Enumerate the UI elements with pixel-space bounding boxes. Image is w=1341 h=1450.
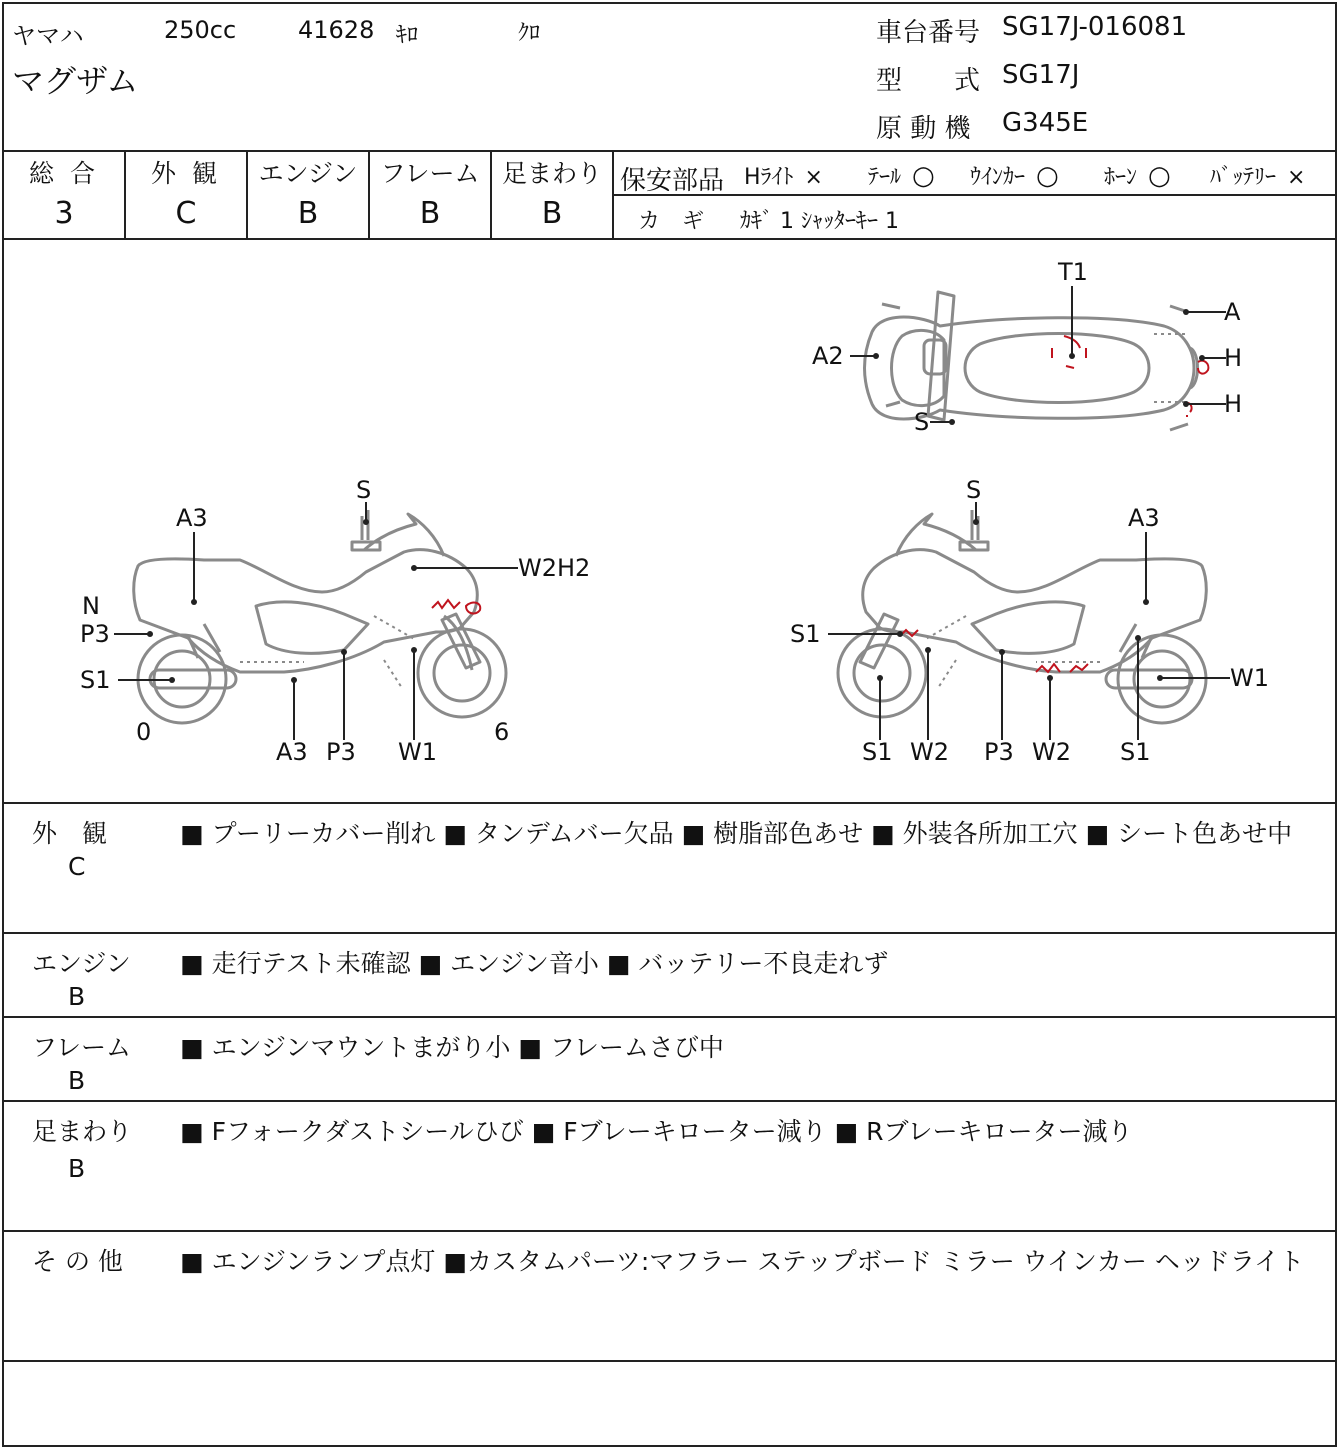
safety-item-name: Hﾗｲﾄ xyxy=(744,165,794,190)
diagram-label: W1 xyxy=(1230,664,1269,692)
inspection-sheet xyxy=(2,2,1337,1447)
diagram-label: S xyxy=(966,476,982,504)
safety-item-name: ｳｲﾝｶｰ xyxy=(970,165,1026,190)
grade-label: 足まわり xyxy=(501,159,602,188)
diagram-label: P3 xyxy=(326,738,356,766)
diagram-label: S1 xyxy=(862,738,893,766)
diagram-label: A3 xyxy=(276,738,308,766)
grade-engine xyxy=(248,154,368,231)
divider xyxy=(4,1360,1335,1362)
safety-item-name: ﾎｰﾝ xyxy=(1104,165,1138,190)
section-label: そ の 他 xyxy=(32,1247,123,1276)
section-label: 足まわり xyxy=(32,1117,133,1146)
engine-value: G345E xyxy=(1002,108,1089,138)
divider xyxy=(4,802,1335,804)
right-side-scooter-icon xyxy=(838,510,1206,723)
safety-label: 保安部品 xyxy=(620,166,725,196)
maker: ヤマハ xyxy=(12,22,84,50)
section-label: 外 観 xyxy=(32,819,108,848)
left-side-scooter-icon xyxy=(134,510,506,723)
diagram-label: N xyxy=(82,592,100,620)
section-text: ■ Fフォークダストシールひび ■ Fブレーキローター減り ■ Rブレーキローター減り xyxy=(180,1117,1133,1146)
type-value: SG17J xyxy=(1002,60,1080,90)
diagram-label: S1 xyxy=(790,620,821,648)
model-name: マグザム xyxy=(12,62,139,100)
section-label: エンジン xyxy=(32,949,131,978)
diagram-label: W1 xyxy=(398,738,437,766)
safety-item-tail xyxy=(868,160,935,191)
frame-no: SG17J-016081 xyxy=(1002,12,1188,42)
diagram-label: S1 xyxy=(80,666,111,694)
damage-mark xyxy=(432,600,460,608)
grade-value: B xyxy=(419,196,441,231)
divider xyxy=(4,932,1335,934)
diagram-label: 6 xyxy=(494,718,510,746)
grade-value: B xyxy=(297,196,319,231)
safety-item-horn xyxy=(1104,160,1171,191)
mileage: 41628 xyxy=(298,16,375,44)
grade-value: 3 xyxy=(54,196,74,231)
safety-item-mark: ○ xyxy=(1036,161,1059,191)
divider xyxy=(4,1230,1335,1232)
grade-value: B xyxy=(541,196,563,231)
diagram-label: H xyxy=(1224,390,1243,418)
section-grade: B xyxy=(68,1154,86,1183)
type-label: 型 式 xyxy=(876,66,981,96)
safety-item-winker xyxy=(970,160,1059,191)
diagram-label: A3 xyxy=(176,504,208,532)
section-text: ■ 走行テスト未確認 ■ エンジン音小 ■ バッテリー不良走れず xyxy=(180,949,889,978)
diagram-label: S1 xyxy=(1120,738,1151,766)
diagram-label: P3 xyxy=(984,738,1014,766)
grade-frame xyxy=(370,154,490,231)
safety-item-mark: × xyxy=(804,165,823,190)
frame-no-label: 車台番号 xyxy=(876,18,981,48)
diagram-label: T1 xyxy=(1058,258,1088,286)
section-grade: B xyxy=(68,982,86,1011)
diagram-label: 0 xyxy=(136,718,152,746)
diagram-label: W2 xyxy=(1032,738,1071,766)
displacement: 250cc xyxy=(164,16,237,44)
grade-overall xyxy=(4,154,124,231)
grade-label: エンジン xyxy=(258,159,358,188)
engine-label: 原 動 機 xyxy=(876,114,971,144)
diagram-label: P3 xyxy=(80,620,110,648)
grade-exterior xyxy=(126,154,246,231)
section-grade: B xyxy=(68,1066,86,1095)
section-text: ■ エンジンランプ点灯 ■カスタムパーツ:マフラー ステップボード ミラー ウインカー ヘッドライト xyxy=(180,1247,1305,1276)
diagram-label: H xyxy=(1224,344,1243,372)
safety-item-mark: ○ xyxy=(1148,161,1171,191)
diagram-label: W2 xyxy=(910,738,949,766)
diagram-label: W2H2 xyxy=(518,554,591,582)
safety-item-mark: ○ xyxy=(912,161,935,191)
grade-suspension xyxy=(492,154,612,231)
diagram-label: A2 xyxy=(812,342,844,370)
section-label: フレーム xyxy=(32,1033,132,1062)
diagram-label: A xyxy=(1224,298,1241,326)
safety-item-name: ﾃｰﾙ xyxy=(868,165,902,190)
motorcycle-diagram xyxy=(4,240,1335,802)
grade-label: 総 合 xyxy=(29,159,99,188)
safety-item-battery xyxy=(1210,160,1305,191)
color: ｸﾛ xyxy=(518,21,541,46)
divider xyxy=(4,1100,1335,1102)
section-grade: C xyxy=(68,852,86,881)
damage-mark xyxy=(1198,361,1208,374)
divider xyxy=(4,150,1335,152)
key-label: カ ギ xyxy=(638,209,705,234)
section-text: ■ エンジンマウントまがり小 ■ フレームさび中 xyxy=(180,1033,724,1062)
safety-item-name: ﾊﾞｯﾃﾘｰ xyxy=(1210,165,1277,190)
section-text: ■ プーリーカバー削れ ■ タンデムバー欠品 ■ 樹脂部色あせ ■ 外装各所加工穴 ■ シート色あせ中 xyxy=(180,819,1293,848)
grade-value: C xyxy=(175,196,197,231)
grade-label: フレーム xyxy=(380,159,480,188)
safety-item-headlight xyxy=(744,160,823,191)
damage-mark xyxy=(1052,336,1086,368)
diagram-label: S xyxy=(356,476,372,504)
key-value: ｶｷﾞ 1 ｼｬｯﾀｰｷｰ 1 xyxy=(740,209,899,234)
diagram-label: A3 xyxy=(1128,504,1160,532)
divider xyxy=(4,1016,1335,1018)
grade-label: 外 観 xyxy=(151,159,221,188)
mileage-unit: ｷﾛ xyxy=(396,23,419,48)
safety-item-mark: × xyxy=(1287,165,1306,190)
diagram-label: S xyxy=(914,408,930,436)
